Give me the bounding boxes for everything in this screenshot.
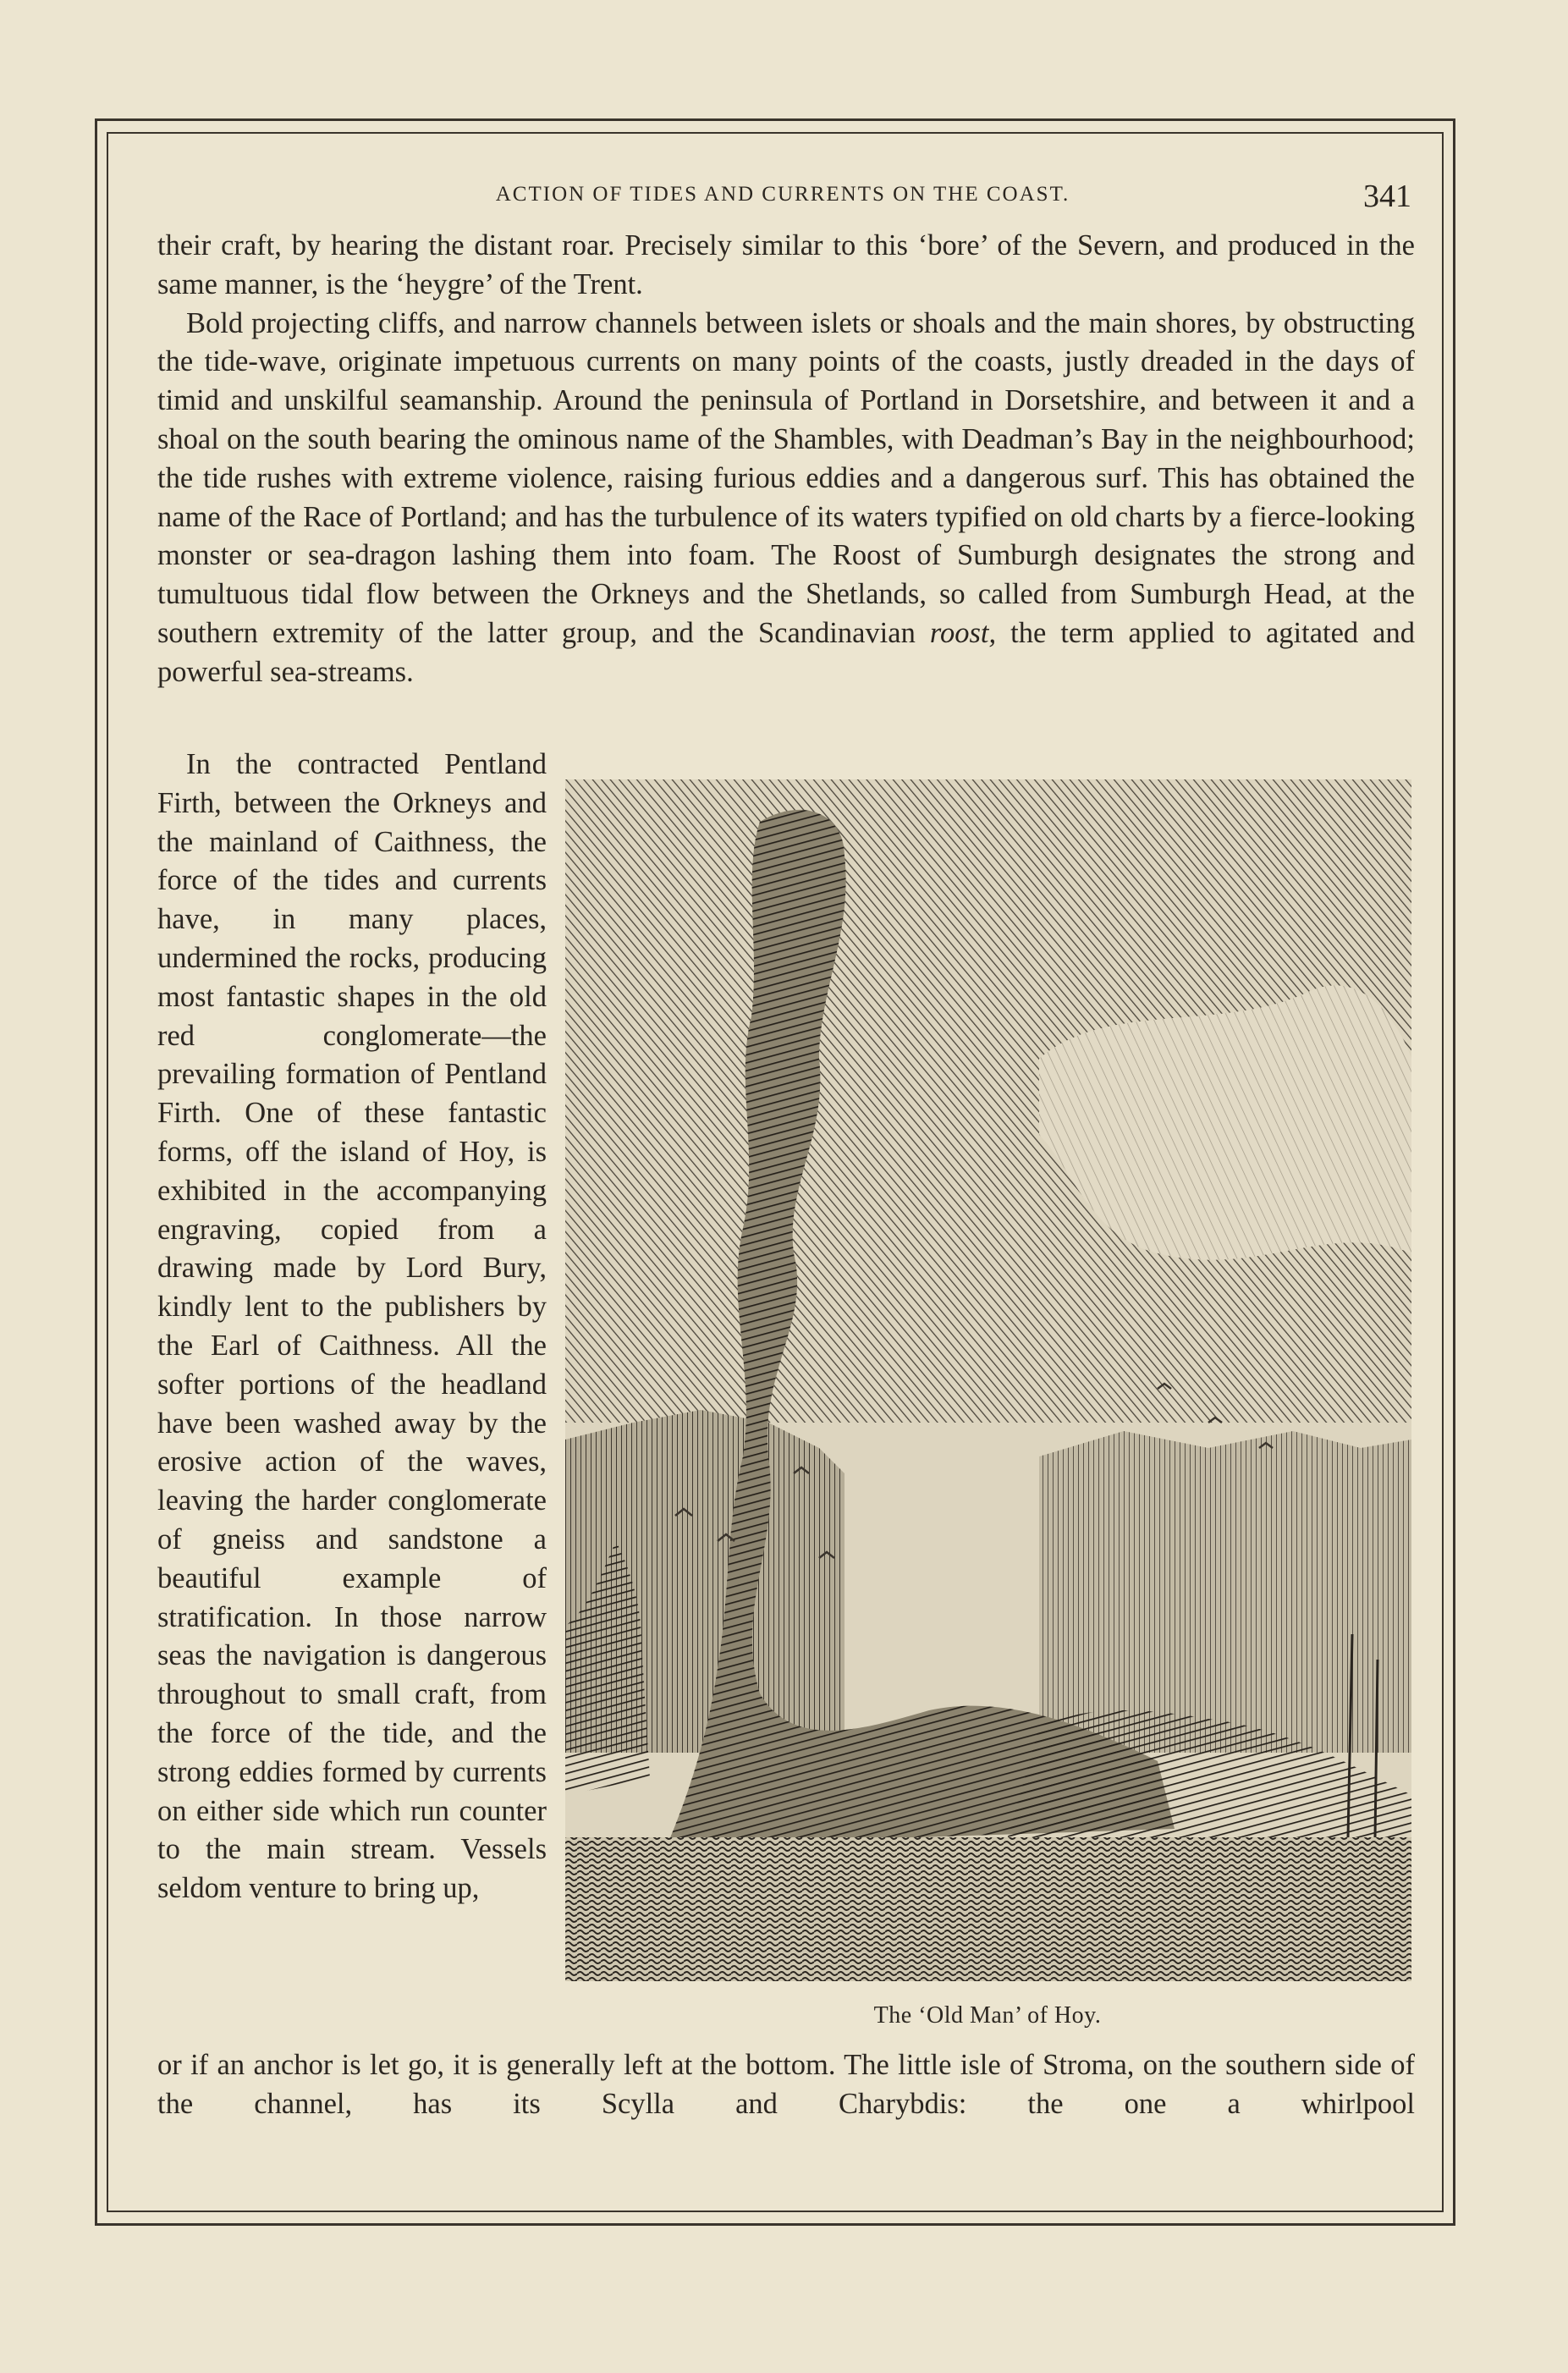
figure-caption: The ‘Old Man’ of Hoy.: [873, 2002, 1102, 2029]
engraving-old-man-of-hoy: [565, 779, 1411, 1981]
paragraph-3-continued: or if an anchor is let go, it is generally left at the bottom. The little isle of Stroma, on the southern side of the channel, has its Scylla and Charybdis: the one a whirlpool: [157, 2049, 1415, 2120]
paragraph-2-text: Bold projecting cliffs, and narrow channels between islets or shoals and the main shores, by obstructing the tide-wave, originate impetuous currents on many points of the coasts, justly dreaded in the days of timid and unskilful seamanship. Around the peninsula of Portland in Dorsetshire, and between it and a shoal on the south bearing the ominous name of the Shambles, with Deadman’s Bay in the neighbourhood; the tide rushes with extreme violence, raising furious eddies and a dangerous surf. This has obtained the name of the Race of Portland; and has the turbulence of its waters typified on old charts by a fierce-looking monster or sea-dragon lashing them into foam. The Roost of Sumburgh designates the strong and tumultuous tidal flow between the Orkneys and the Shetlands, so called from Sumburgh Head, at the southern extremity of the latter group, and the Scandinavian: [157, 306, 1415, 649]
paragraph-2-italic: roost,: [929, 616, 997, 649]
text-top: [157, 227, 1415, 692]
paragraph-3: In the contracted Pentland Firth, between the Orkneys and the mainland of Caithness, the force of the tides and currents have, in many places, undermined the rocks, producing most fantastic shapes in the old red conglomerate—the prevailing formation of Pentland Firth. One of these fantastic forms, off the island of Hoy, is exhibited in the accompanying engraving, copied from a drawing made by Lord Bury, kindly lent to the publishers by the Earl of Caithness. All the softer portions of the headland have been washed away by the erosive action of the waves, leaving the harder conglomerate of gneiss and sandstone a beautiful example of stratification. In those narrow seas the navigation is dangerous throughout to small craft, from the force of the tide, and the strong eddies formed by currents on either side which run counter to the main stream. Vessels seldom venture to bring up,: [157, 748, 547, 1905]
paragraph-2-end: the term applied to agitated and powerful sea-streams.: [157, 616, 1415, 688]
page-number: 341: [1363, 179, 1411, 214]
figure: [560, 746, 1415, 2031]
text-bottom: [157, 2046, 1415, 2124]
page-header: [152, 178, 1413, 220]
paragraph-2: [157, 305, 1415, 692]
paragraph-1: their craft, by hearing the distant roar. Precisely similar to this ‘bore’ of the Severn, and produced in the same manner, is the ‘heygre’ of the Trent.: [157, 229, 1415, 300]
running-title: ACTION OF TIDES AND CURRENTS ON THE COAST.: [495, 183, 1070, 206]
text-wrap-block: [157, 746, 1415, 2086]
